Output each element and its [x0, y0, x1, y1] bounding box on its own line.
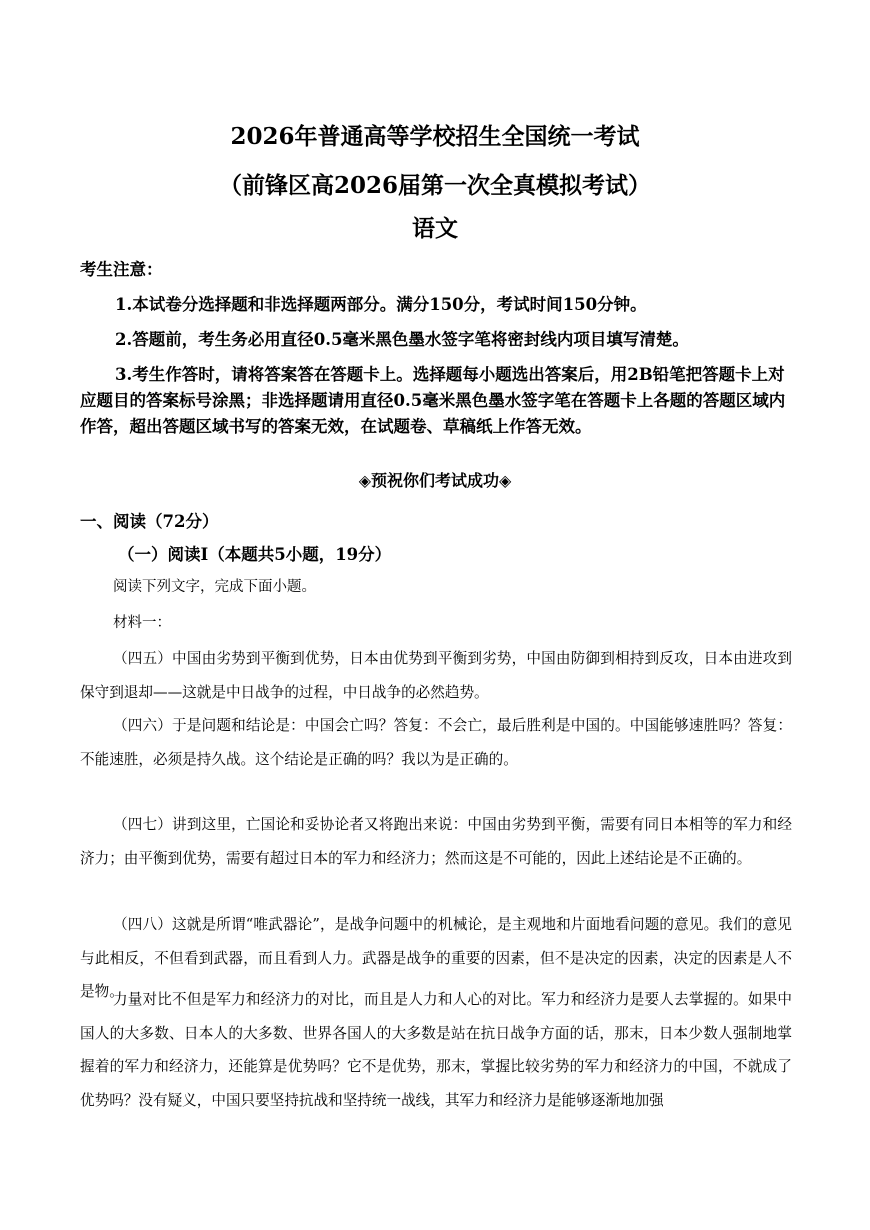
passage-paragraph: （四五）中国由劣势到平衡到优势，日本由优势到平衡到劣势，中国由防御到相持到反攻，日本由进攻到保守到退却——这就是中日战争的过程，中日战争的必然趋势。 [80, 650, 792, 701]
notice-item: 3.考生作答时，请将答案答在答题卡上。选择题每小题选出答案后，用2B铅笔把答题卡上对应题目的答案标号涂黑；非选择题请用直径0.5毫米黑色墨水签字笔在答题卡上各题的答题区域内作答，超出答题区域书写的答案无效，在试题卷、草稿纸上作答无效。 [80, 365, 786, 436]
passage-paragraph: （四八）这就是所谓“唯武器论”，是战争问题中的机械论，是主观地和片面地看问题的意见。我们的意见与此相反，不但看到武器，而且看到人力。武器是战争的重要的因素，但不是决定的因素，决定的因素是人不是物。 [80, 916, 792, 1000]
exam-subtitle: （前锋区高2026届第一次全真模拟考试） [218, 172, 651, 199]
good-luck-banner: ◈预祝你们考试成功◈ [358, 471, 512, 490]
notice-item: 2.答题前，考生务必用直径0.5毫米黑色墨水签字笔将密封线内项目填写清楚。 [115, 330, 689, 349]
passage-paragraph: （四七）讲到这里，亡国论和妥协论者又将跑出来说：中国由劣势到平衡，需要有同日本相等的军力和经济力；由平衡到优势，需要有超过日本的军力和经济力；然而这是不可能的，因此上述结论是不正确的。 [80, 816, 792, 867]
passage-paragraph: （四六）于是问题和结论是：中国会亡吗？答复：不会亡，最后胜利是中国的。中国能够速胜吗？答复：不能速胜，必须是持久战。这个结论是正确的吗？我以为是正确的。 [80, 717, 792, 768]
subsection-heading: （一）阅读Ⅰ（本题共5小题，19分） [118, 545, 392, 564]
passage-paragraph: 力量对比不但是军力和经济力的对比，而且是人力和人心的对比。军力和经济力是要人去掌握的。如果中国人的大多数、日本人的大多数、世界各国人的大多数是站在抗日战争方面的话，那末，日本少数人强制地掌握着的军力和经济力，还能算是优势吗？它不是优势，那末，掌握比较劣势的军力和经济力的中国，不就成了优势吗？没有疑义，中国只要坚持抗战和坚持统一战线，其军力和经济力是能够逐渐地加强 [80, 991, 792, 1109]
notice-heading: 考生注意： [80, 260, 163, 279]
subject-title: 语文 [412, 215, 458, 242]
section-heading: 一、阅读（72分） [80, 512, 219, 531]
material-label: 材料一： [113, 615, 171, 631]
reading-instruction: 阅读下列文字，完成下面小题。 [113, 579, 316, 595]
notice-item: 1.本试卷分选择题和非选择题两部分。满分150分，考试时间150分钟。 [115, 295, 647, 314]
exam-title: 2026年普通高等学校招生全国统一考试 [230, 123, 640, 150]
